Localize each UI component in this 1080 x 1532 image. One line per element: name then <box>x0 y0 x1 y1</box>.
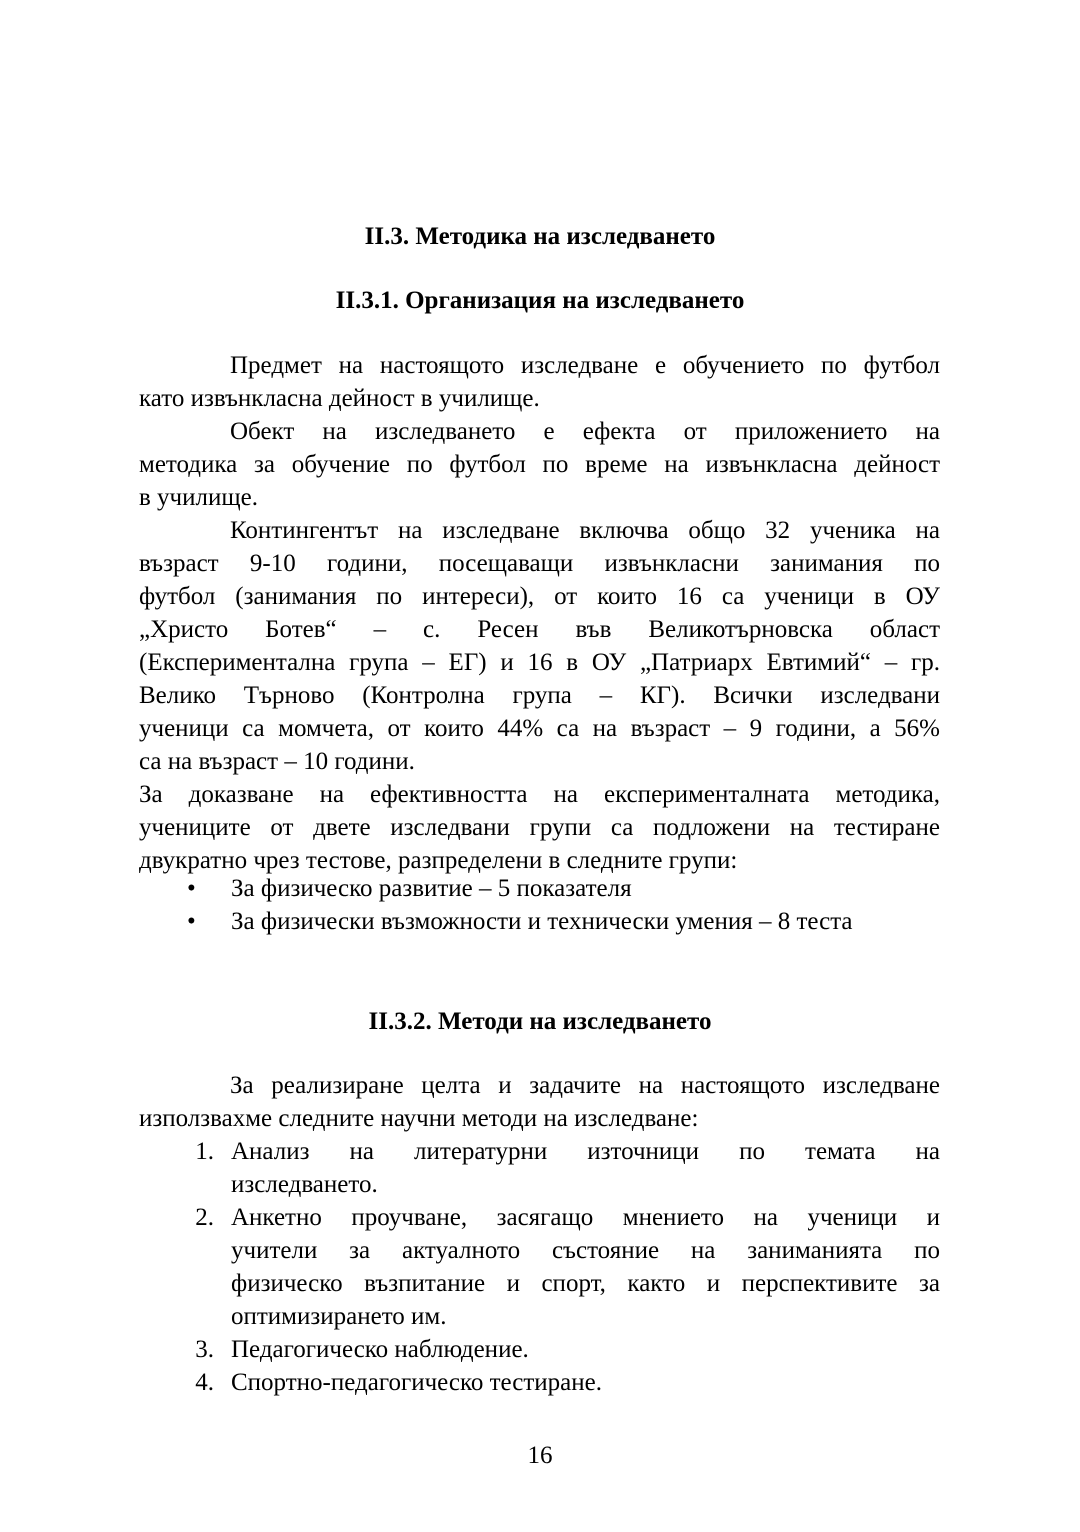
text-line: като извънкласна дейност в училище. <box>139 385 540 412</box>
text-line: са на възраст – 10 години. <box>139 748 415 775</box>
paragraph-methods-intro <box>139 1069 940 1135</box>
bullet-icon: • <box>187 875 196 902</box>
bullet-item <box>139 905 940 938</box>
text-line: Предмет на настоящото изследване е обучението по футбол <box>230 352 940 379</box>
text-line: методика за обучение по футбол по време на извънкласна дейност <box>139 451 940 478</box>
list-item <box>139 1135 940 1201</box>
text-line: футбол (занимания по интереси), от които 16 са ученици в ОУ <box>139 583 940 610</box>
text-line: оптимизирането им. <box>231 1303 447 1330</box>
list-number: 1. <box>195 1138 214 1165</box>
text-line: ученици са момчета, от които 44% са на възраст – 9 години, а 56% <box>139 715 940 742</box>
text-line: Спортно-педагогическо тестиране. <box>231 1369 602 1396</box>
page-number: 16 <box>527 1442 553 1469</box>
bullet-list <box>139 872 940 938</box>
bullet-item <box>139 872 940 905</box>
text-line: Педагогическо наблюдение. <box>231 1336 529 1363</box>
text-line: в училище. <box>139 484 258 511</box>
text-line: Анализ на литературни източници по темата на <box>231 1138 940 1165</box>
text-line: Анкетно проучване, засягащо мнението на ученици и <box>231 1204 940 1231</box>
list-number: 4. <box>195 1369 214 1396</box>
text-line: двукратно чрез тестове, разпределени в следните групи: <box>139 847 738 874</box>
paragraph-testing <box>139 778 940 877</box>
subsection-heading: II.3.2. Методи на изследването <box>368 1008 712 1035</box>
text-line: учители за актуалното състояние на заниманията по <box>231 1237 940 1264</box>
text-line: (Експериментална група – ЕГ) и 16 в ОУ „Патриарх Евтимий“ – гр. <box>139 649 940 676</box>
list-item <box>139 1201 940 1333</box>
bullet-text: За физически възможности и технически умения – 8 теста <box>231 908 853 935</box>
list-number: 2. <box>195 1204 214 1231</box>
text-line: възраст 9-10 години, посещаващи извънкласни занимания по <box>139 550 940 577</box>
text-line: „Христо Ботев“ – с. Ресен във Великотърновска област <box>139 616 940 643</box>
subsection-heading: II.3.1. Организация на изследването <box>335 287 745 314</box>
text-line: Велико Търново (Контролна група – КГ). Всички изследвани <box>139 682 940 709</box>
text-line: Контингентът на изследване включва общо 32 ученика на <box>230 517 940 544</box>
list-number: 3. <box>195 1336 214 1363</box>
bullet-text: За физическо развитие – 5 показателя <box>231 875 632 902</box>
text-line: физическо възпитание и спорт, както и перспективите за <box>231 1270 940 1297</box>
paragraph-contingent <box>139 514 940 778</box>
text-line: учениците от двете изследвани групи са подложени на тестиране <box>139 814 940 841</box>
text-line: За реализиране целта и задачите на настоящото изследване <box>230 1072 940 1099</box>
section-heading: II.3. Методика на изследването <box>364 223 716 250</box>
text-line: изследването. <box>231 1171 378 1198</box>
paragraph-subject <box>139 349 940 415</box>
text-line: използвахме следните научни методи на изследване: <box>139 1105 699 1132</box>
list-item <box>139 1366 940 1399</box>
methods-list <box>139 1135 940 1399</box>
paragraph-object <box>139 415 940 514</box>
text-line: За доказване на ефективността на експерименталната методика, <box>139 781 940 808</box>
list-item <box>139 1333 940 1366</box>
bullet-icon: • <box>187 908 196 935</box>
text-line: Обект на изследването е ефекта от приложението на <box>230 418 940 445</box>
